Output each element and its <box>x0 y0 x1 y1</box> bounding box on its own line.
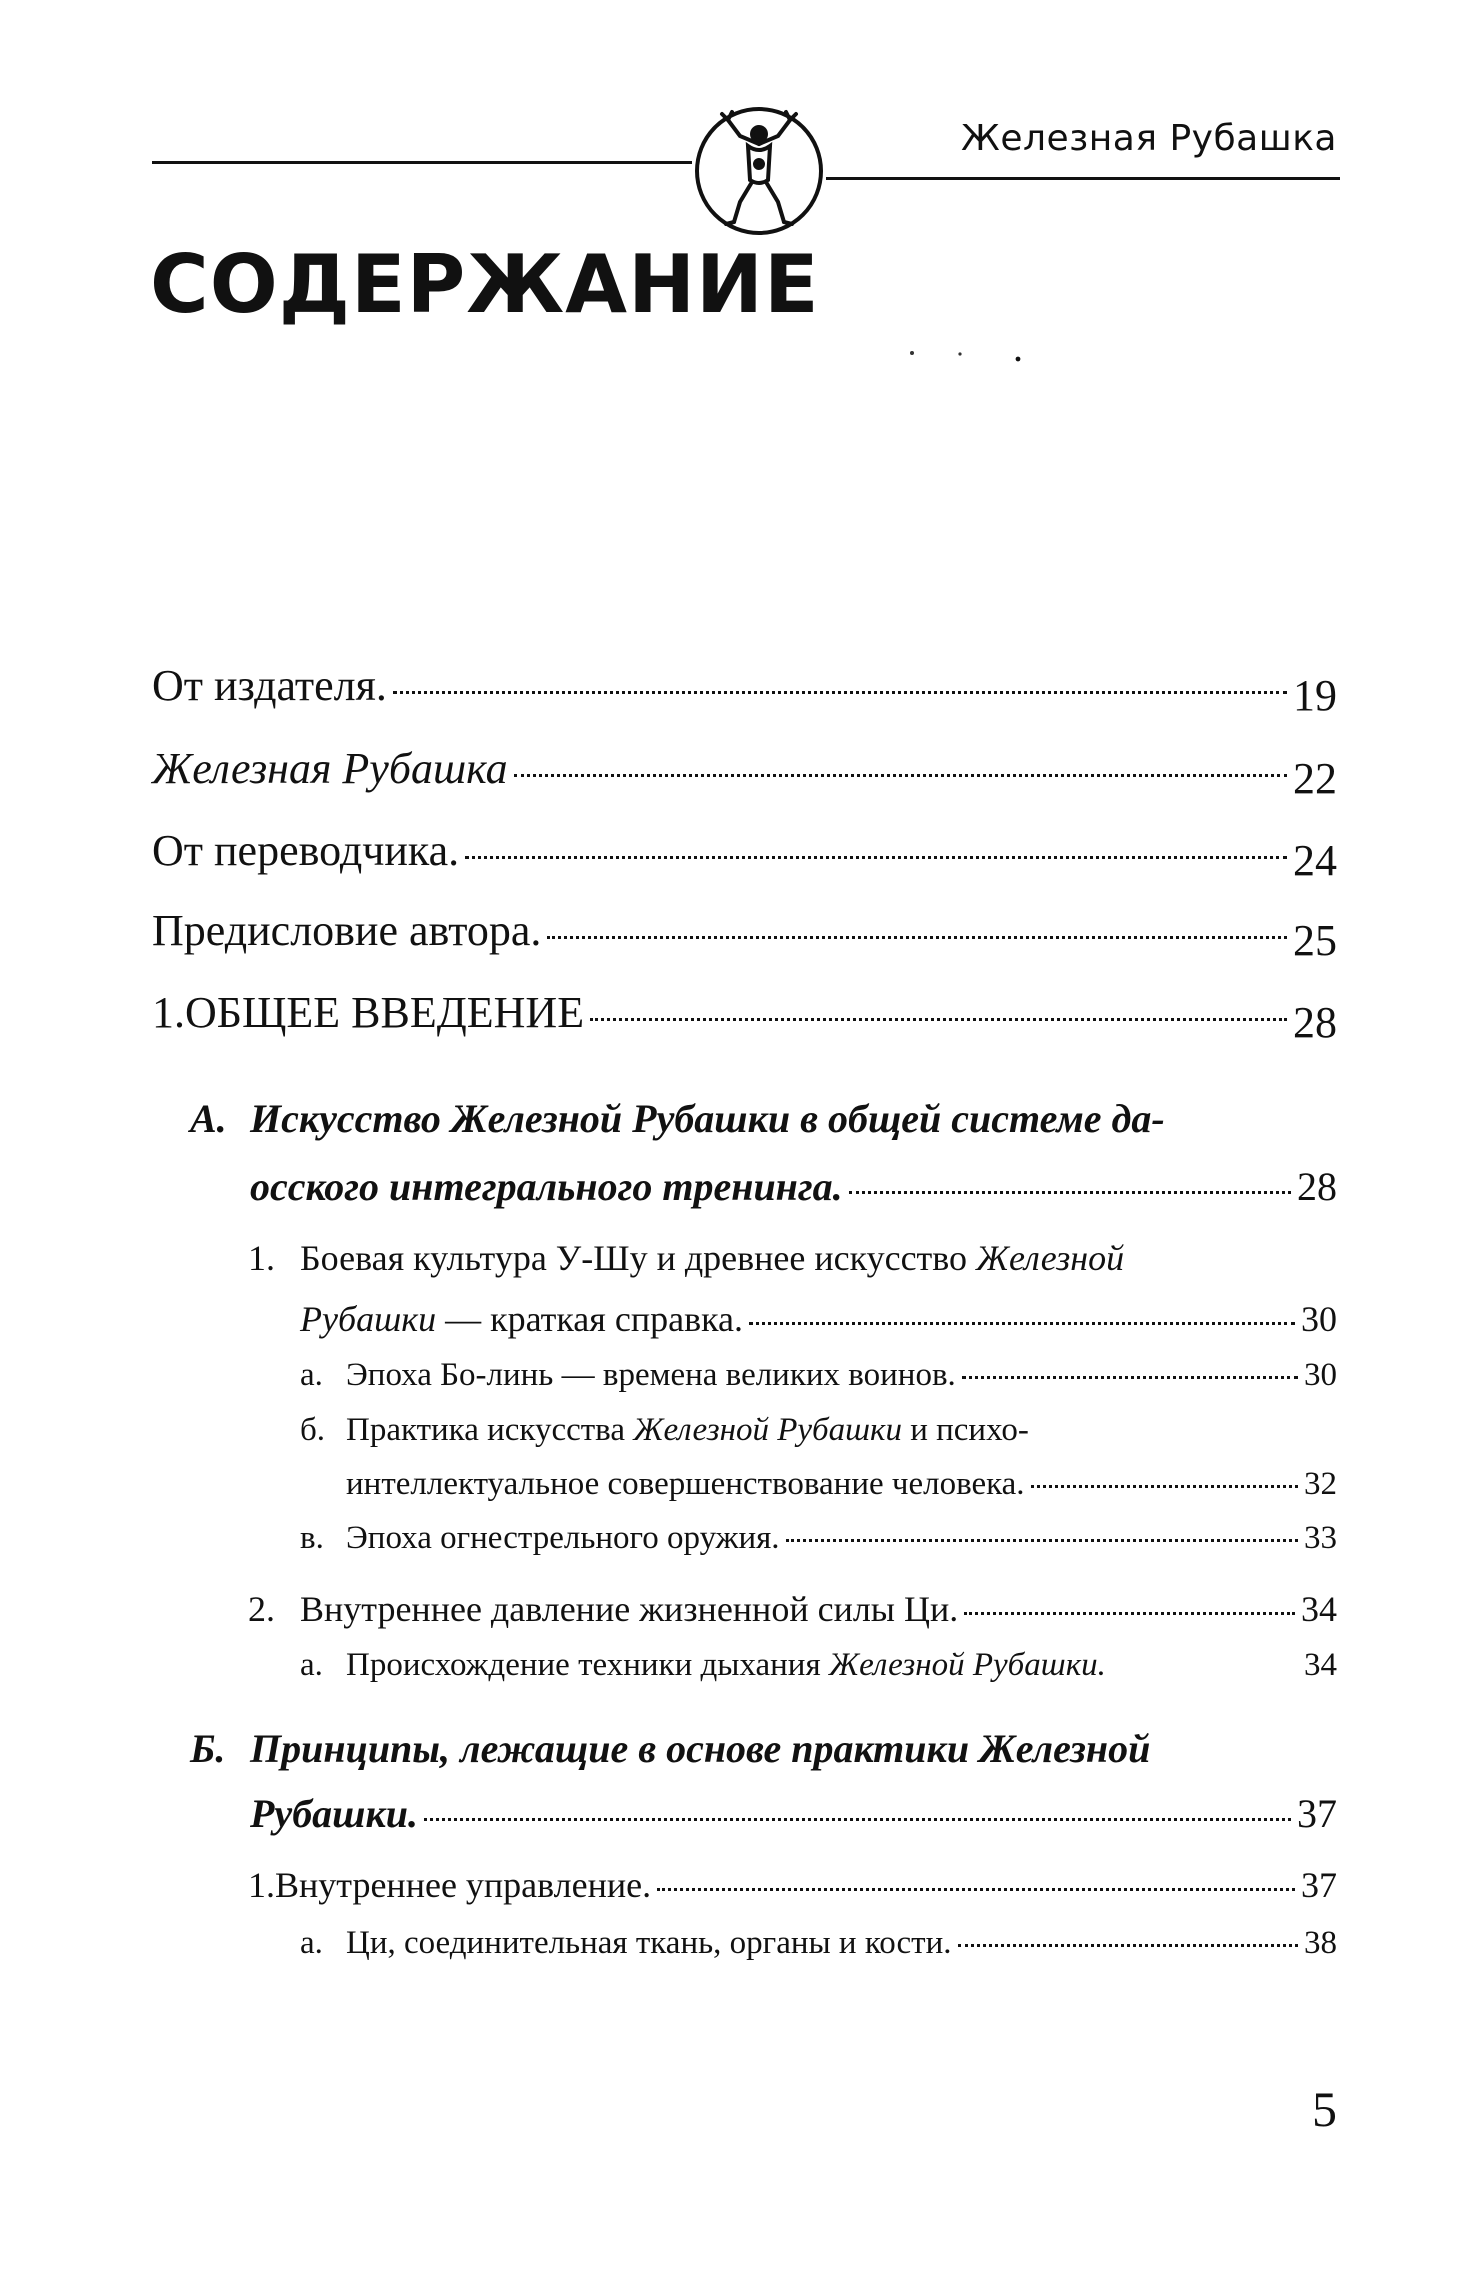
toc-section-a-title-line2[interactable] <box>250 1163 1337 1210</box>
dot-leader <box>964 1612 1295 1615</box>
toc-item-marker: а. <box>300 1357 323 1393</box>
toc-entry-label: Эпоха Бо-линь — времена великих воинов. <box>346 1357 956 1393</box>
toc-item-a1c[interactable] <box>346 1520 1337 1557</box>
toc-text-italic: Рубашки <box>300 1299 437 1339</box>
toc-item-a1a[interactable] <box>346 1357 1337 1394</box>
dot-leader <box>1106 1666 1304 1669</box>
toc-text-plain: — краткая справка. <box>436 1299 743 1339</box>
toc-page-number: 32 <box>1304 1466 1337 1502</box>
toc-section-marker: Б. <box>190 1726 226 1771</box>
page-title: СОДЕРЖАНИЕ <box>150 238 820 331</box>
toc-page-number: 37 <box>1297 1791 1337 1836</box>
toc-entry-label: От издателя. <box>152 661 387 710</box>
toc-page-number: 30 <box>1301 1299 1337 1339</box>
toc-page-number: 25 <box>1293 916 1337 965</box>
dot-leader <box>786 1539 1298 1542</box>
toc-text-italic: Железной <box>976 1238 1125 1278</box>
toc-section-marker: А. <box>190 1096 227 1141</box>
toc-subsection-marker: 1. <box>248 1238 275 1278</box>
toc-entry-author-preface[interactable] <box>152 905 1337 965</box>
toc-page-number: 24 <box>1293 836 1337 885</box>
toc-entry-label: 1.ОБЩЕЕ ВВЕДЕНИЕ <box>152 988 585 1037</box>
toc-text-italic: Железной Рубашки. <box>828 1647 1106 1683</box>
toc-section-a-title-line1[interactable]: Искусство Железной Рубашки в общей системе да- <box>250 1096 1165 1141</box>
toc-entry-label: Внутреннее управление. <box>275 1865 652 1905</box>
toc-page-number: 34 <box>1301 1589 1337 1629</box>
toc-item-marker: а. <box>300 1647 323 1683</box>
dot-leader <box>393 691 1287 694</box>
dot-leader <box>958 1944 1299 1947</box>
dot-leader <box>749 1322 1295 1325</box>
toc-entry-label: интеллектуальное совершенствование человека. <box>346 1466 1025 1502</box>
dot-leader <box>514 774 1287 777</box>
dot-leader <box>1031 1485 1298 1488</box>
page-number: 5 <box>1312 2081 1337 2137</box>
toc-entry-iron-shirt[interactable] <box>152 743 1337 803</box>
dot-leader <box>547 936 1287 939</box>
running-head-title: Железная Рубашка <box>961 118 1337 159</box>
print-speck-marks <box>900 345 1040 365</box>
toc-subsection-b1[interactable] <box>248 1864 1337 1906</box>
toc-entry-label: Железная Рубашка <box>152 744 508 793</box>
toc-entry-label: Внутреннее давление жизненной силы Ци. <box>300 1589 959 1629</box>
toc-page-number: 38 <box>1304 1925 1337 1961</box>
toc-subsection-marker: 1. <box>248 1865 275 1905</box>
toc-page-number: 28 <box>1297 1164 1337 1209</box>
dot-leader <box>962 1376 1298 1379</box>
toc-item-a1b-line1[interactable] <box>346 1412 1029 1449</box>
toc-item-a1b-line2[interactable] <box>346 1466 1337 1503</box>
toc-item-marker: б. <box>300 1412 326 1448</box>
toc-item-b1a[interactable] <box>346 1925 1337 1962</box>
toc-entry-general-introduction[interactable] <box>152 987 1337 1047</box>
toc-entry-translator[interactable] <box>152 825 1337 885</box>
toc-subsection-marker: 2. <box>248 1589 275 1629</box>
toc-entry-label: Рубашки. <box>250 1791 418 1836</box>
toc-text-plain: и психо- <box>901 1412 1029 1448</box>
toc-entry-label: Эпоха огнестрельного оружия. <box>346 1520 780 1556</box>
toc-text-plain: Боевая культура У-Шу и древнее искусство <box>300 1238 977 1278</box>
toc-page-number: 37 <box>1301 1865 1337 1905</box>
toc-subsection-a1-line1[interactable] <box>300 1237 1124 1279</box>
toc-text-plain: Практика искусства <box>346 1412 634 1448</box>
toc-section-b-title-line1[interactable]: Принципы, лежащие в основе практики Железной <box>250 1726 1151 1771</box>
header-rule-left <box>152 161 692 164</box>
toc-page-number: 28 <box>1293 998 1337 1047</box>
toc-entry-label: осского интегрального тренинга. <box>250 1164 843 1209</box>
toc-page-number: 34 <box>1304 1647 1337 1683</box>
toc-text-italic: Железной Рубашки <box>633 1412 902 1448</box>
taoist-figure-emblem-icon <box>688 100 830 242</box>
dot-leader <box>590 1018 1287 1021</box>
toc-entry-label: Ци, соединительная ткань, органы и кости. <box>346 1925 952 1961</box>
dot-leader <box>465 856 1287 859</box>
header-rule-right <box>826 177 1340 180</box>
toc-text-plain: Происхождение техники дыхания <box>346 1647 829 1683</box>
toc-page-number: 30 <box>1304 1357 1337 1393</box>
toc-entry-publisher[interactable] <box>152 660 1337 720</box>
toc-subsection-a1-line2[interactable] <box>300 1298 1337 1340</box>
toc-page-number: 19 <box>1293 671 1337 720</box>
toc-page-number: 22 <box>1293 754 1337 803</box>
dot-leader <box>424 1818 1291 1821</box>
toc-item-marker: а. <box>300 1925 323 1961</box>
toc-entry-label: От переводчика. <box>152 826 460 875</box>
toc-item-marker: в. <box>300 1520 324 1556</box>
toc-entry-label: Предисловие автора. <box>152 906 542 955</box>
dot-leader <box>657 1888 1295 1891</box>
toc-item-a2a[interactable] <box>346 1647 1337 1684</box>
toc-subsection-a2[interactable] <box>300 1588 1337 1630</box>
toc-section-b-title-line2[interactable] <box>250 1790 1337 1837</box>
dot-leader <box>849 1191 1291 1194</box>
toc-page-number: 33 <box>1304 1520 1337 1556</box>
